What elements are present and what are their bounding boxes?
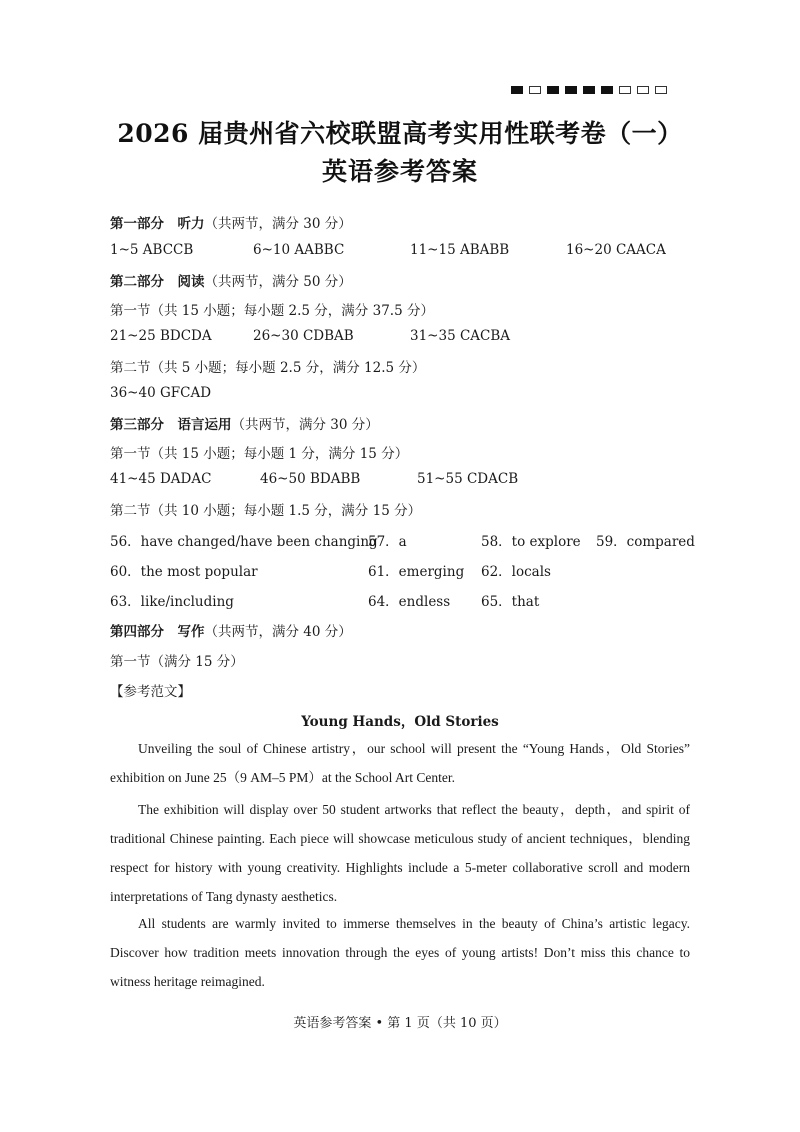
answer-group: 41~45 DADAC xyxy=(110,471,212,487)
fill-answer: 63．like/including xyxy=(110,594,234,610)
part2-heading: 第二部分 阅读 xyxy=(110,274,205,290)
fill-answer: 65．that xyxy=(481,594,540,610)
answer-group: 31~35 CACBA xyxy=(410,328,511,344)
page-marker xyxy=(601,86,613,94)
exam-title: 2026 届贵州省六校联盟高考实用性联考卷（一） xyxy=(117,119,683,148)
fill-answer: 58．to explore xyxy=(481,534,581,550)
essay-paragraph: The exhibition will display over 50 student artworks that reflect the beauty，depth，and spirit of traditional Chinese painting. Each piece will showcase meticulous study of ancient techniques，blending respect for history with young creativity. Highlights include a 5-meter collaborative scroll and modern interpretations of Tang dynasty aesthetics. xyxy=(110,802,690,904)
page-marker xyxy=(529,86,541,94)
fill-answer: 61．emerging xyxy=(368,564,465,580)
page-marker xyxy=(565,86,577,94)
part4-heading: 第四部分 写作 xyxy=(110,624,205,640)
page-marker xyxy=(619,86,631,94)
answer-group: 11~15 ABABB xyxy=(410,242,510,258)
answer-group: 21~25 BDCDA xyxy=(110,328,212,344)
part2-note: （共两节，满分 50 分） xyxy=(204,274,352,290)
part3-heading: 第三部分 语言运用 xyxy=(110,417,232,433)
fill-answer: 62．locals xyxy=(481,564,551,580)
answer-group: 46~50 BDABB xyxy=(260,471,361,487)
part2-section1: 第一节（共 15 小题；每小题 2.5 分，满分 37.5 分） xyxy=(110,303,434,319)
part4-section1: 第一节（满分 15 分） xyxy=(110,654,244,670)
fill-answer: 59．compared xyxy=(596,534,695,550)
part3-note: （共两节，满分 30 分） xyxy=(231,417,379,433)
page-marker-strip xyxy=(511,86,667,94)
part3-section2: 第二节（共 10 小题；每小题 1.5 分，满分 15 分） xyxy=(110,503,422,519)
page-marker xyxy=(655,86,667,94)
fill-answer: 56．have changed/have been changing xyxy=(110,534,378,550)
document-subtitle: 英语参考答案 xyxy=(321,157,478,186)
fill-answer: 57．a xyxy=(368,534,407,550)
essay-paragraph: Unveiling the soul of Chinese artistry，our school will present the “Young Hands，Old Stories” exhibition on June 25（9 AM–5 PM）at the School Art Center. xyxy=(110,741,690,785)
answer-group: 51~55 CDACB xyxy=(417,471,519,487)
part1-header xyxy=(110,212,352,232)
essay-title: Young Hands，Old Stories xyxy=(301,714,499,730)
answer-group: 36~40 GFCAD xyxy=(110,385,212,401)
fill-answer: 64．endless xyxy=(368,594,451,610)
answer-group: 26~30 CDBAB xyxy=(253,328,354,344)
part1-note: （共两节，满分 30 分） xyxy=(204,216,352,232)
part4-note: （共两节，满分 40 分） xyxy=(204,624,352,640)
sample-essay-label: 【参考范文】 xyxy=(110,684,191,700)
fill-answer: 60．the most popular xyxy=(110,564,258,580)
answer-group: 6~10 AABBC xyxy=(253,242,345,258)
page-marker xyxy=(511,86,523,94)
part4-header xyxy=(110,620,352,640)
part1-heading: 第一部分 听力 xyxy=(110,216,205,232)
page-marker xyxy=(583,86,595,94)
answer-group: 1~5 ABCCB xyxy=(110,242,194,258)
page-marker xyxy=(547,86,559,94)
part2-header xyxy=(110,270,352,290)
page-footer: 英语参考答案 • 第 1 页（共 10 页） xyxy=(293,1016,507,1031)
part3-header xyxy=(110,413,379,433)
part2-section2: 第二节（共 5 小题；每小题 2.5 分，满分 12.5 分） xyxy=(110,360,426,376)
page-marker xyxy=(637,86,649,94)
essay-paragraph: All students are warmly invited to immerse themselves in the beauty of China’s artistic legacy. Discover how tradition meets innovation through the eyes of young artists! Don’t miss this chance to witness heritage reimagined. xyxy=(110,916,690,989)
answer-group: 16~20 CAACA xyxy=(566,242,666,258)
part3-section1: 第一节（共 15 小题；每小题 1 分，满分 15 分） xyxy=(110,446,409,462)
